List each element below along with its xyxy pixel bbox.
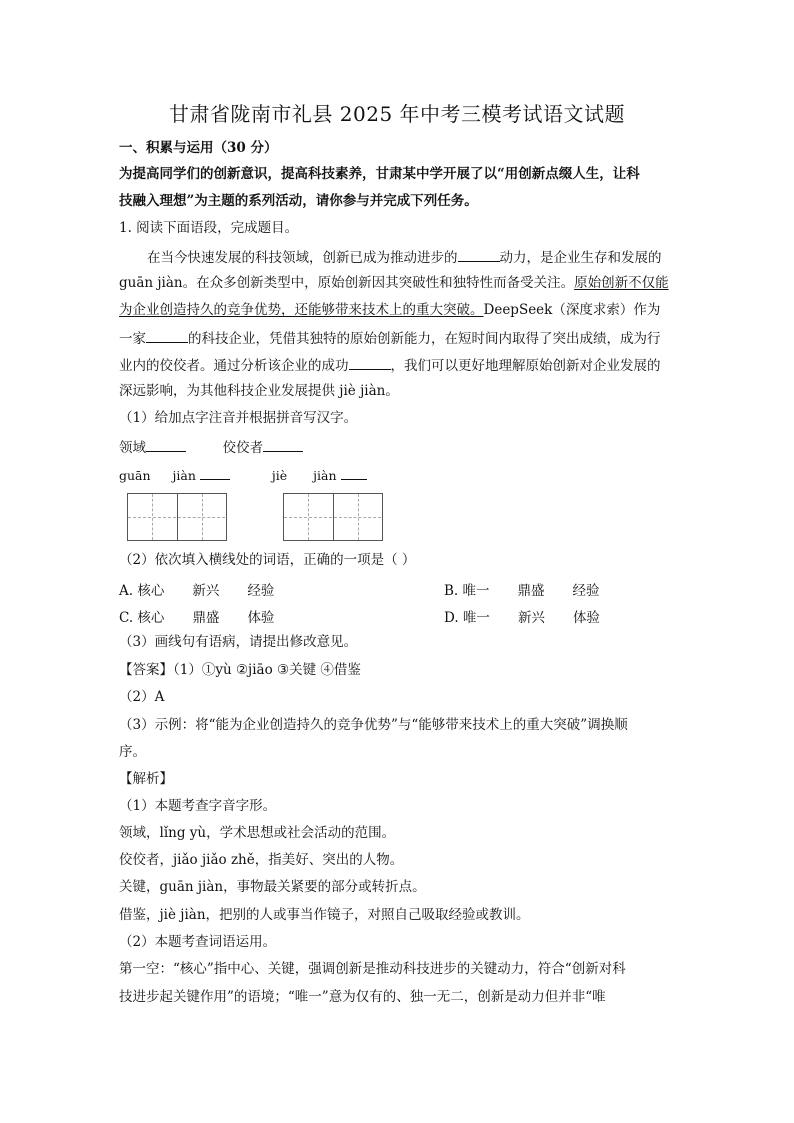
option-word: C. 核心: [119, 610, 165, 626]
analysis-line-6: （2）本题考查词语运用。: [119, 934, 277, 950]
sub-question-3: （3）画线句有语病，请提出修改意见。: [119, 634, 358, 650]
option-word: 体验: [247, 610, 275, 626]
option-a: [119, 579, 274, 599]
section-heading: 一、积累与运用（30 分）: [119, 140, 278, 156]
answer-text: （1）①yù ②jiāo ③关键 ④借鉴: [173, 662, 361, 678]
option-word: 新兴: [517, 610, 545, 626]
answer-blank: [200, 465, 230, 480]
passage-line-1: [147, 247, 675, 267]
option-word: A. 核心: [119, 583, 165, 599]
option-b: [444, 579, 600, 599]
underlined-sentence: 原始创新不仅能: [574, 275, 669, 291]
option-d: [444, 606, 600, 626]
sub-question-1: （1）给加点字注音并根据拼音写汉字。: [119, 410, 358, 426]
grid-cell[interactable]: [177, 494, 225, 540]
analysis-line-8: 技进步起关键作用”的语境；“唯一”意为仅有的、独一无二，创新是动力但并非“唯: [119, 989, 606, 1005]
answer-row-2: （2）A: [119, 689, 165, 705]
passage-text: 业内的佼佼者。通过分析该企业的成功: [119, 358, 349, 374]
option-word: 鼎盛: [517, 583, 545, 599]
answer-blank: [341, 465, 367, 480]
passage-line-6: 深远影响，为其他科技企业发展提供 jiè jiàn。: [119, 383, 399, 399]
passage-text: 在当今快速发展的科技领域，创新已成为推动进步的: [147, 250, 458, 266]
fill-row-1: [119, 437, 675, 457]
analysis-line-5: 借鉴，jiè jiàn，把别的人或事当作镜子，对照自己吸取经验或教训。: [119, 907, 530, 923]
passage-text: 的科技企业，凭借其独特的原始创新能力，在短时间内取得了突出成绩，成为行: [188, 331, 661, 347]
page-title: 甘肃省陇南市礼县 2025 年中考三模考试语文试题: [168, 102, 626, 126]
passage-line-4: [119, 328, 675, 348]
option-word: 鼎盛: [192, 610, 220, 626]
answer-row-3: （3）示例：将“能为企业创造持久的竞争优势”与“能够带来技术上的重大突破”调换顺: [119, 717, 628, 733]
blank-3: [349, 355, 391, 370]
pinyin-text: jiàn: [172, 468, 196, 483]
passage-text: 一家: [119, 331, 146, 347]
fill-word: 佼佼者: [222, 440, 264, 456]
analysis-line-2: 领域，lǐng yù，学术思想或社会活动的范围。: [119, 825, 396, 841]
answer-row-4: 序。: [119, 744, 146, 760]
pinyin-row: [119, 465, 675, 485]
writing-grid-2[interactable]: [283, 493, 383, 541]
pinyin-text: jiàn: [313, 468, 337, 483]
passage-text: ，我们可以更好地理解原始创新对企业发展的: [390, 358, 661, 374]
option-word: 经验: [572, 583, 600, 599]
option-word: B. 唯一: [444, 583, 490, 599]
grid-cell[interactable]: [284, 494, 332, 540]
analysis-label: 【解析】: [119, 771, 173, 787]
grid-cell[interactable]: [333, 494, 381, 540]
pinyin-text: jiè: [271, 468, 288, 483]
passage-line-2: [119, 274, 675, 292]
answer-blank: [263, 437, 303, 452]
underlined-sentence: 为企业创造持久的竞争优势，还能够带来技术上的重大突破。: [119, 302, 484, 318]
option-word: 体验: [572, 610, 600, 626]
option-word: 经验: [247, 583, 275, 599]
option-word: D. 唯一: [444, 610, 490, 626]
analysis-line-7: 第一空：“核心”指中心、关键，强调创新是推动科技进步的关键动力，符合“创新对科: [119, 961, 626, 977]
writing-grid-1[interactable]: [127, 493, 227, 541]
question-1-heading: 1. 阅读下面语段，完成题目。: [119, 220, 299, 236]
answer-label: 【答案】: [119, 662, 173, 678]
option-word: 新兴: [192, 583, 220, 599]
intro-line-2: 技融入理想”为主题的系列活动，请你参与并完成下列任务。: [119, 193, 478, 209]
blank-1: [458, 247, 500, 262]
pinyin-text: guān jiàn: [119, 275, 183, 291]
passage-text: 。在众多创新类型中，原始创新因其突破性和独特性而备受关注。: [182, 275, 575, 291]
passage-line-5: [119, 355, 675, 375]
fill-word: 领域: [119, 440, 146, 456]
option-c: [119, 606, 274, 626]
passage-text: 动力，是企业生存和发展的: [499, 250, 662, 266]
blank-2: [146, 328, 188, 343]
analysis-line-4: 关键，guān jiàn，事物最关紧要的部分或转折点。: [119, 879, 426, 895]
analysis-line-1: （1）本题考查字音字形。: [119, 798, 277, 814]
sub-question-2: （2）依次填入横线处的词语，正确的一项是（ ）: [119, 552, 416, 568]
passage-text: DeepSeek（深度求索）作为: [483, 302, 661, 318]
answer-row-1: [119, 661, 675, 679]
intro-line-1: 为提高同学们的创新意识，提高科技素养，甘肃某中学开展了以“用创新点缀人生，让科: [119, 166, 640, 182]
analysis-line-3: 佼佼者，jiǎo jiǎo zhě，指美好、突出的人物。: [119, 852, 404, 868]
answer-blank: [146, 437, 186, 452]
passage-line-3: [119, 301, 675, 319]
pinyin-text: guān: [119, 468, 151, 483]
grid-cell[interactable]: [128, 494, 176, 540]
